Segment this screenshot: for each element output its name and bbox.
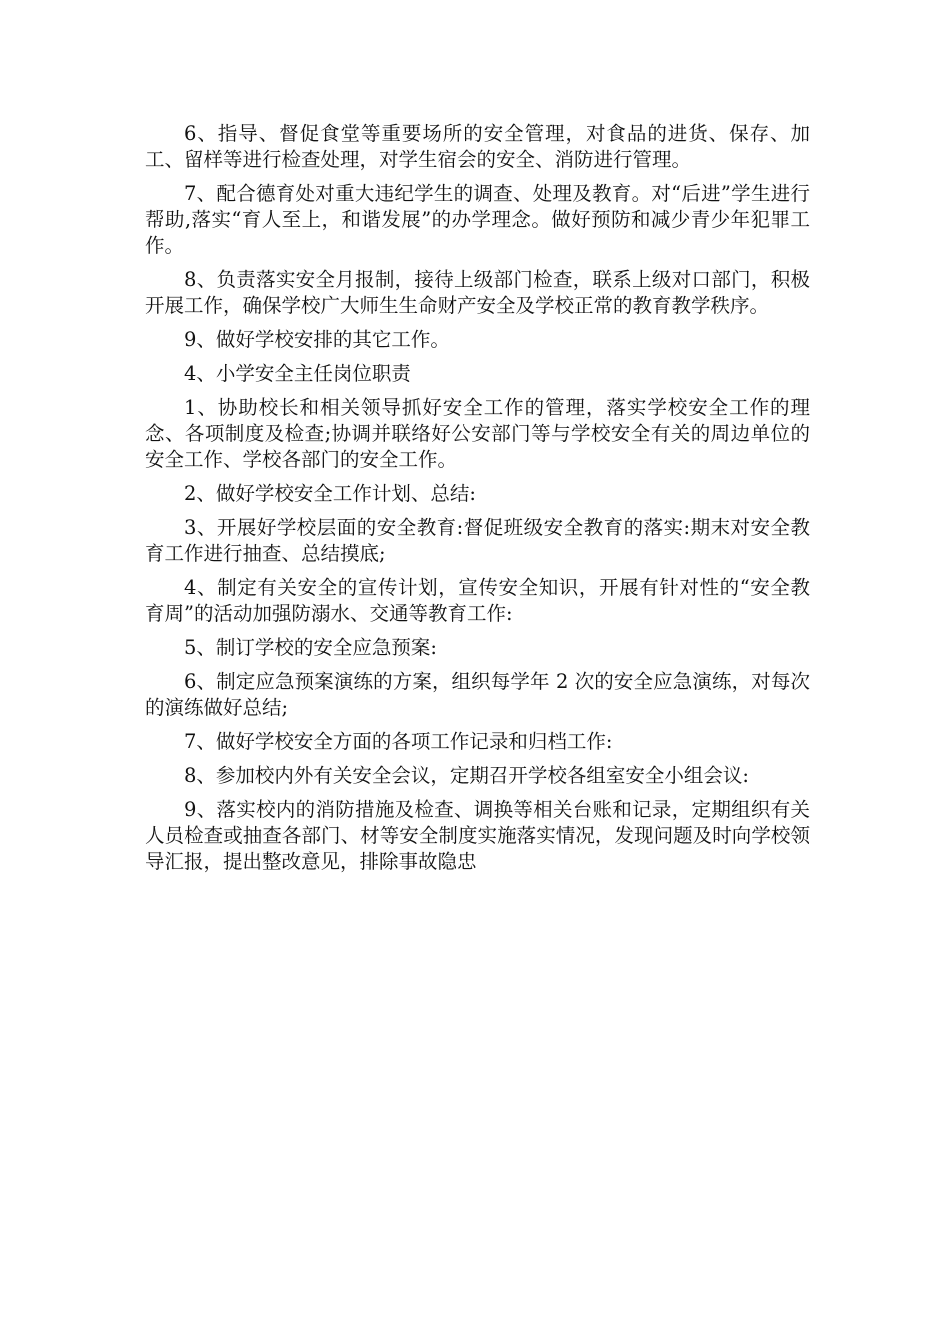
paragraph: 7、配合德育处对重大违纪学生的调查、处理及教育。对“后进”学生进行帮助,落实“育人至上，和谐发展”的办学理念。做好预防和减少青少年犯罪工作。 [145, 182, 810, 257]
paragraph: 6、指导、督促食堂等重要场所的安全管理，对食品的进货、保存、加工、留样等进行检查处理，对学生宿会的安全、消防进行管理。 [145, 122, 810, 171]
paragraph: 7、做好学校安全方面的各项工作记录和归档工作: [184, 730, 613, 753]
paragraph: 9、落实校内的消防措施及检查、调换等相关台账和记录，定期组织有关人员检查或抽查各部门、材等安全制度实施落实情况，发现问题及时向学校领导汇报，提出整改意见，排除事故隐忠 [145, 798, 810, 873]
paragraph: 3、开展好学校层面的安全教育:督促班级安全教育的落实:期末对安全教育工作进行抽查、总结摸底; [145, 516, 810, 565]
paragraph: 8、参加校内外有关安全会议，定期召开学校各组室安全小组会议: [184, 764, 749, 787]
paragraph: 1、协助校长和相关领导抓好安全工作的管理，落实学校安全工作的理念、各项制度及检查;协调并联络好公安部门等与学校安全有关的周边单位的安全工作、学校各部门的安全工作。 [145, 396, 810, 471]
paragraph: 6、制定应急预案演练的方案，组织每学年 2 次的安全应急演练，对每次的演练做好总结; [145, 670, 810, 719]
paragraph: 9、做好学校安排的其它工作。 [184, 328, 450, 351]
document-body [145, 121, 810, 883]
paragraph: 4、制定有关安全的宣传计划，宣传安全知识，开展有针对性的“安全教育周”的活动加强防溺水、交通等教育工作: [145, 576, 810, 625]
paragraph: 8、负责落实安全月报制，接待上级部门检查，联系上级对口部门，积极开展工作，确保学校广大师生生命财产安全及学校正常的教育教学秩序。 [145, 268, 810, 317]
section-heading: 4、小学安全主任岗位职责 [184, 362, 411, 385]
paragraph: 2、做好学校安全工作计划、总结: [184, 482, 476, 505]
paragraph: 5、制订学校的安全应急预案: [184, 636, 437, 659]
